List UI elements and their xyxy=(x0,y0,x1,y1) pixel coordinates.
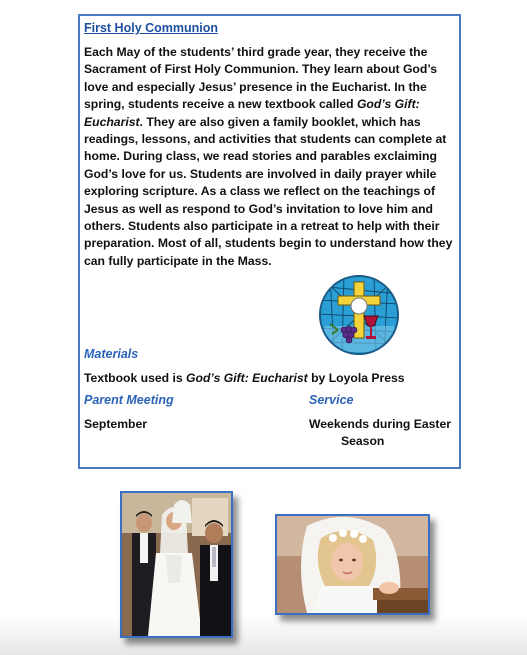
materials-line xyxy=(84,371,405,385)
communion-procession-photo xyxy=(120,491,233,638)
first-communion-panel xyxy=(78,14,461,469)
materials-suffix: by Loyola Press xyxy=(307,371,405,385)
section-description xyxy=(84,44,456,270)
parent-meeting-value: September xyxy=(84,417,147,431)
materials-prefix: Textbook used is xyxy=(84,371,187,385)
procession-photo-image xyxy=(122,493,231,636)
service-value-line2: Season xyxy=(341,434,385,448)
description-book-title: God’s Gift: Eucharist xyxy=(84,97,420,129)
section-title: First Holy Communion xyxy=(84,21,219,35)
girl-with-veil-photo xyxy=(275,514,430,615)
service-value-line1: Weekends during Easter xyxy=(309,417,452,431)
materials-book-title: God’s Gift: Eucharist xyxy=(186,371,308,385)
eucharist-emblem-icon xyxy=(318,274,400,356)
service-heading: Service xyxy=(309,393,354,407)
materials-heading: Materials xyxy=(84,347,139,361)
parent-meeting-heading: Parent Meeting xyxy=(84,393,174,407)
veil-photo-image xyxy=(277,516,428,613)
description-part-2: . They are also given a family booklet, which has readings, lessons, and activities that students can complete at home. During class, we read stories and parables exclaiming God’s love for us. Students are involved in daily prayer while exploring scripture. As a class we reflect on the teachings of Jesus as well as respond to God’s invitation to love him and others. Students also participate in a retreat to help with their preparation. Most of all, students begin to understand how they can fully participate in the Mass. xyxy=(84,114,453,268)
description-part-1: Each May of the students’ third grade year, they receive the Sacrament of First Holy Communion. They learn about God’s love and especially Jesus’ presence in the Eucharist. In the spring, students receive a new textbook called xyxy=(84,45,438,112)
page-bottom-shading xyxy=(0,615,527,655)
